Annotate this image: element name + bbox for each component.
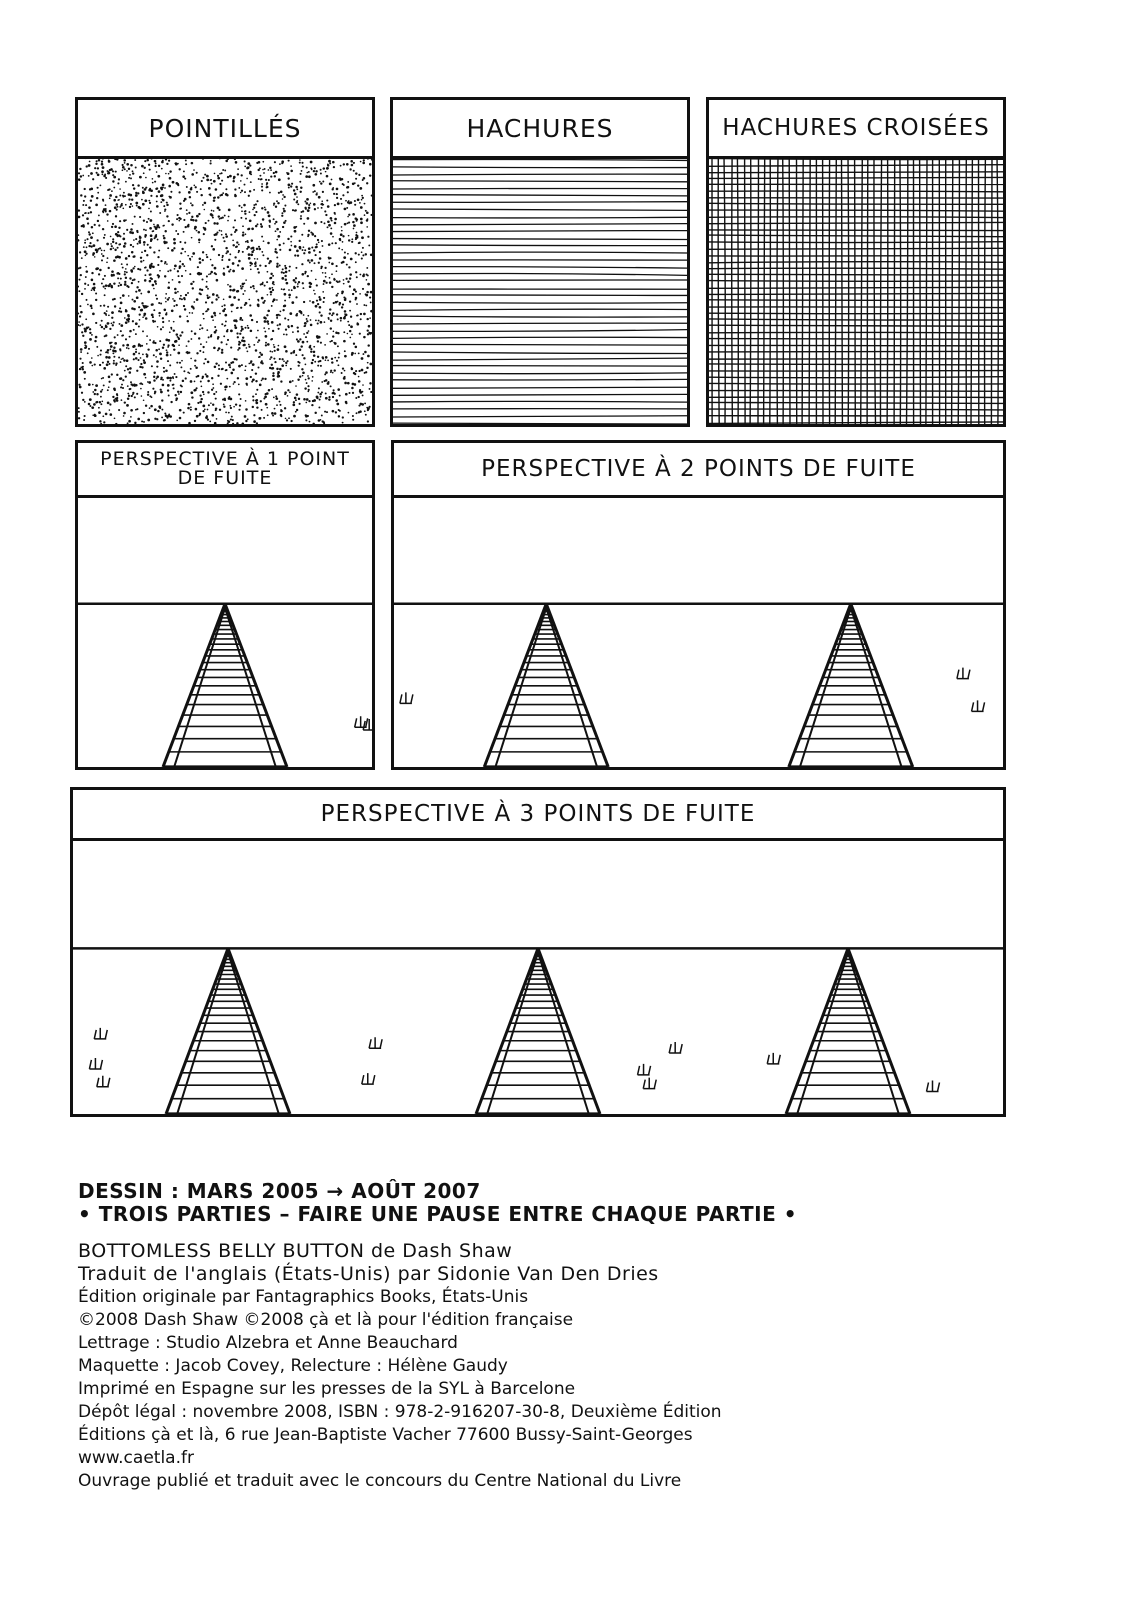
hatching-pattern-icon: [393, 156, 687, 424]
perspective-1-panel: [75, 440, 375, 770]
grass-tuft: [972, 700, 985, 711]
book-title: BOTTOMLESS BELLY BUTTON de Dash Shaw: [78, 1240, 513, 1262]
support-note: Ouvrage publié et traduit avec le concours du Centre National du Livre: [78, 1471, 682, 1491]
perspective-3-panel: [70, 787, 1006, 1117]
publisher-address: Éditions çà et là, 6 rue Jean-Baptiste Vacher 77600 Bussy-Saint-Georges: [78, 1425, 693, 1445]
panel-title: POINTILLÉS: [78, 100, 372, 159]
railway-scene: [78, 495, 372, 767]
panel-title: HACHURES CROISÉES: [709, 100, 1003, 159]
railway-track: [789, 604, 913, 767]
grass-tuft: [638, 1064, 651, 1075]
grass-tuft: [94, 1028, 107, 1039]
panel-title: PERSPECTIVE À 2 POINTS DE FUITE: [394, 443, 1003, 498]
original-edition: Édition originale par Fantagraphics Books, États-Unis: [78, 1287, 529, 1307]
panel-title: PERSPECTIVE À 1 POINT DE FUITE: [78, 443, 372, 498]
website-link[interactable]: www.caetla.fr: [78, 1448, 194, 1468]
grass-tuft: [400, 692, 413, 703]
railway-track: [166, 948, 290, 1114]
grass-tuft: [97, 1076, 110, 1087]
grass-tuft: [643, 1078, 656, 1089]
railway-track: [476, 948, 600, 1114]
copyright: ©2008 Dash Shaw ©2008 çà et là pour l'édition française: [78, 1310, 574, 1330]
stipple-pattern-icon: [78, 156, 372, 424]
grass-tuft: [767, 1053, 780, 1064]
grass-tuft: [362, 1073, 375, 1084]
grass-tuft: [89, 1058, 102, 1069]
drawing-dates: DESSIN : MARS 2005 → AOÛT 2007: [78, 1179, 481, 1203]
legal-deposit: Dépôt légal : novembre 2008, ISBN : 978-2-916207-30-8, Deuxième Édition: [78, 1402, 722, 1422]
grass-tuft: [669, 1042, 682, 1053]
reading-note: • TROIS PARTIES – FAIRE UNE PAUSE ENTRE CHAQUE PARTIE •: [78, 1202, 797, 1226]
crosshatch-pattern-icon: [709, 156, 1003, 424]
panel-title: HACHURES: [393, 100, 687, 159]
grass-tuft: [957, 668, 970, 679]
printing: Imprimé en Espagne sur les presses de la SYL à Barcelone: [78, 1379, 576, 1399]
railway-track: [163, 604, 287, 767]
railway-scene: [394, 495, 1003, 767]
panel-title: PERSPECTIVE À 3 POINTS DE FUITE: [73, 790, 1003, 841]
hatching-panel: [390, 97, 690, 427]
grass-tuft: [369, 1037, 382, 1048]
railway-track: [484, 604, 608, 767]
colophon: [78, 1180, 1078, 1493]
railway-track: [786, 948, 910, 1114]
lettering: Lettrage : Studio Alzebra et Anne Beauchard: [78, 1333, 458, 1353]
translator: Traduit de l'anglais (États-Unis) par Sidonie Van Den Dries: [78, 1263, 659, 1285]
grass-tuft: [926, 1080, 939, 1091]
perspective-2-panel: [391, 440, 1006, 770]
stipple-panel: [75, 97, 375, 427]
crosshatch-panel: [706, 97, 1006, 427]
railway-scene: [73, 838, 1003, 1114]
layout-credit: Maquette : Jacob Covey, Relecture : Hélène Gaudy: [78, 1356, 508, 1376]
